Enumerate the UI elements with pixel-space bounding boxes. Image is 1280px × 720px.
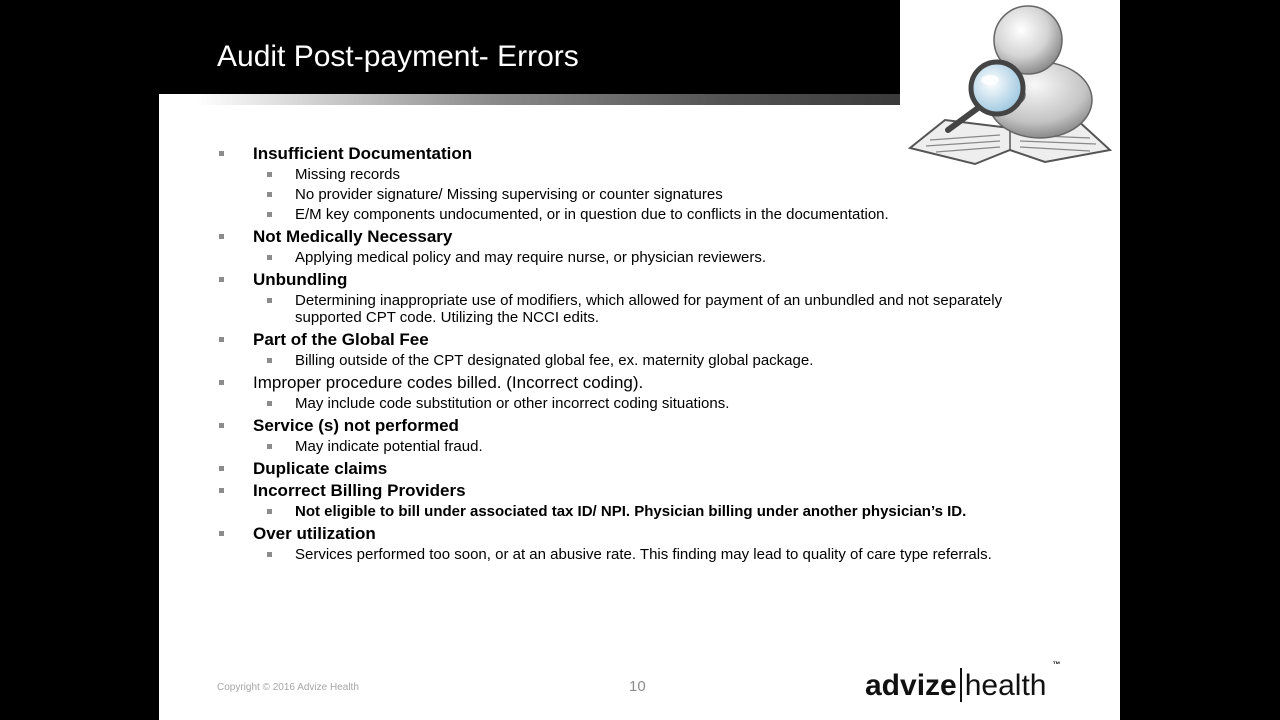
bullet-list (217, 142, 1057, 566)
bullet-item (217, 523, 1057, 544)
sub-bullet-item (217, 395, 1057, 412)
bullet-item (217, 480, 1057, 501)
trademark-mark: ™ (1052, 660, 1061, 669)
square-bullet-icon (219, 466, 224, 471)
bullet-item (217, 458, 1057, 479)
square-bullet-icon (219, 423, 224, 428)
sub-bullet-item-text: E/M key components undocumented, or in question due to conflicts in the documentation. (295, 206, 889, 223)
bullet-item-text: Unbundling (253, 270, 348, 289)
square-bullet-icon (267, 192, 272, 197)
sub-bullet-item-text: Billing outside of the CPT designated global fee, ex. maternity global package. (295, 352, 814, 369)
bullet-item (217, 329, 1057, 350)
slide-title: Audit Post-payment- Errors (217, 40, 579, 73)
bullet-item (217, 226, 1057, 247)
square-bullet-icon (219, 380, 224, 385)
square-bullet-icon (267, 552, 272, 557)
advize-health-logo (865, 660, 1061, 706)
sub-bullet-item (217, 166, 1057, 183)
logo-word-advize: advize (865, 669, 957, 702)
sub-bullet-item (217, 503, 1057, 520)
square-bullet-icon (267, 509, 272, 514)
sub-bullet-item (217, 546, 1057, 563)
sub-bullet-item (217, 292, 1057, 326)
bullet-item (217, 143, 1057, 164)
title-underline-gradient (159, 94, 900, 105)
sub-bullet-item-text: Not eligible to bill under associated tax ID/ NPI. Physician billing under another physician’s ID. (295, 503, 967, 520)
sub-bullet-item (217, 438, 1057, 455)
bullet-item-text: Service (s) not performed (253, 416, 459, 435)
sub-bullet-item (217, 249, 1057, 266)
square-bullet-icon (267, 444, 272, 449)
sub-bullet-item (217, 206, 1057, 223)
bullet-item-text: Insufficient Documentation (253, 144, 473, 163)
bullet-item-text: Over utilization (253, 524, 376, 543)
sub-bullet-item-text: May include code substitution or other incorrect coding situations. (295, 395, 730, 412)
bullet-item (217, 415, 1057, 436)
bullet-item-text: Improper procedure codes billed. (Incorrect coding). (253, 373, 644, 392)
bullet-item-text: Incorrect Billing Providers (253, 481, 466, 500)
bullet-item-text: Not Medically Necessary (253, 227, 453, 246)
bullet-item (217, 372, 1057, 393)
copyright-text: Copyright © 2016 Advize Health (217, 682, 359, 693)
sub-bullet-item-text: Applying medical policy and may require nurse, or physician reviewers. (295, 249, 767, 266)
square-bullet-icon (219, 488, 224, 493)
sub-bullet-item-text: May indicate potential fraud. (295, 438, 483, 455)
page-number: 10 (629, 678, 646, 695)
square-bullet-icon (267, 401, 272, 406)
sub-bullet-item-text: Determining inappropriate use of modifiers, which allowed for payment of an unbundled and not separately supported CPT code. Utilizing the NCCI edits. (295, 292, 1003, 326)
square-bullet-icon (219, 234, 224, 239)
logo-divider (960, 668, 962, 702)
square-bullet-icon (267, 358, 272, 363)
sub-bullet-item-text: Missing records (295, 166, 401, 183)
square-bullet-icon (219, 531, 224, 536)
square-bullet-icon (267, 255, 272, 260)
sub-bullet-item (217, 186, 1057, 203)
sub-bullet-item-text: No provider signature/ Missing supervising or counter signatures (295, 186, 723, 203)
slide (159, 0, 1120, 720)
square-bullet-icon (219, 277, 224, 282)
sub-bullet-item (217, 352, 1057, 369)
bullet-item (217, 269, 1057, 290)
square-bullet-icon (219, 151, 224, 156)
square-bullet-icon (267, 212, 272, 217)
bullet-item-text: Part of the Global Fee (253, 330, 429, 349)
square-bullet-icon (219, 337, 224, 342)
bullet-item-text: Duplicate claims (253, 459, 388, 478)
logo-word-health: health (964, 669, 1047, 702)
square-bullet-icon (267, 298, 272, 303)
square-bullet-icon (267, 172, 272, 177)
sub-bullet-item-text: Services performed too soon, or at an abusive rate. This finding may lead to quality of care type referrals. (295, 546, 992, 563)
